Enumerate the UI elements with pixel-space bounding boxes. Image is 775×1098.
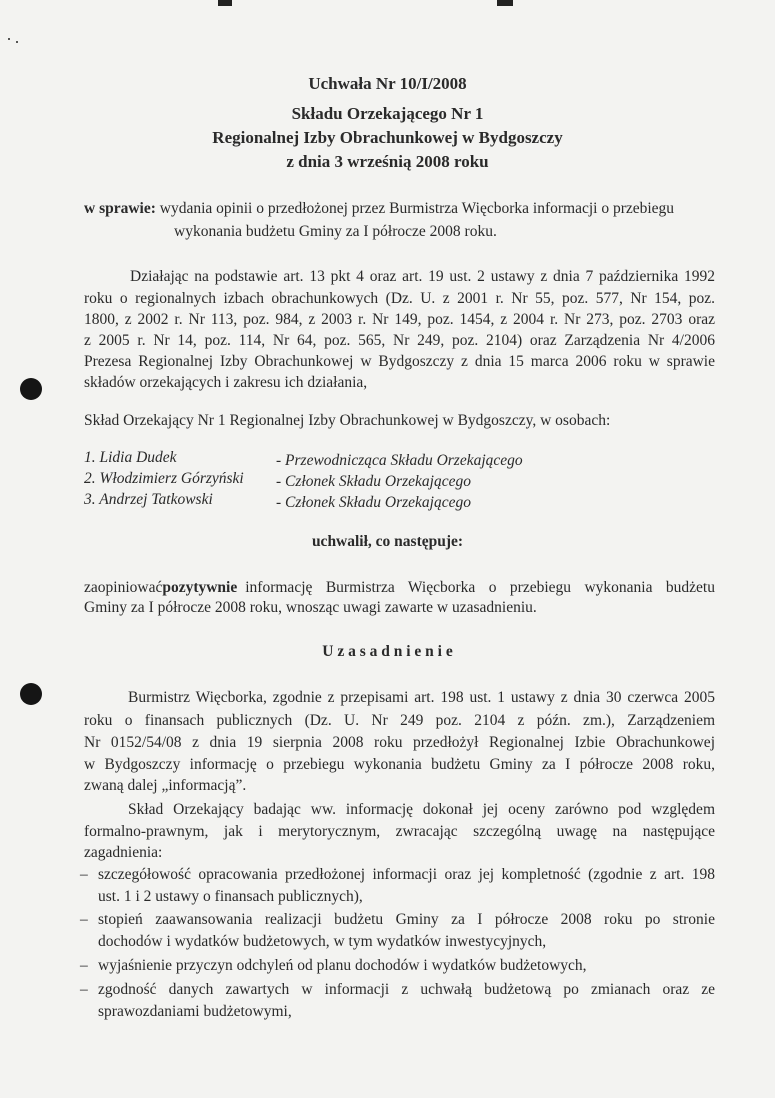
scan-edge-mark (497, 0, 513, 6)
bullet-dash: – (80, 866, 88, 883)
subject-label: w sprawie: (84, 200, 156, 217)
bullet-line: dochodów i wydatków budżetowych, w tym wydatków inwestycyjnych, (98, 933, 547, 950)
member-name: 1. Lidia Dudek (84, 449, 177, 466)
decision-opinion: pozytywnie (162, 579, 238, 596)
bullet-line: ust. 1 i 2 ustawy o finansach publicznych), (98, 888, 363, 905)
member-name: 2. Włodzimierz Górzyński (84, 470, 244, 487)
panel-name: Składu Orzekającego Nr 1 (291, 104, 484, 123)
justification-line: zwaną dalej „informacją”. (84, 777, 247, 794)
subject-line (84, 199, 674, 219)
resolution-date: z dnia 3 wrześnią 2008 roku (286, 152, 489, 171)
basis-line: roku o regionalnych izbach obrachunkowych (Dz. U. z 2001 r. Nr 55, poz. 577, Nr 154, poz. (84, 290, 715, 307)
bullet-line: wyjaśnienie przyczyn odchyleń od planu dochodów i wydatków budżetowych, (98, 957, 587, 974)
basis-line: składów orzekających i zakresu ich działania, (84, 374, 368, 391)
subject-text-cont: wykonania budżetu Gminy za I półrocze 2008 roku. (174, 223, 497, 240)
basis-line: z 2005 r. Nr 14, poz. 114, Nr 64, poz. 565, Nr 249, poz. 2104) oraz Zarządzenia Nr 4/2006 (84, 332, 715, 349)
resolution-number: Uchwała Nr 10/I/2008 (308, 74, 467, 93)
justification-line: zagadnienia: (84, 844, 163, 861)
member-role: - Członek Składu Orzekającego (276, 494, 471, 511)
chamber-name: Regionalnej Izby Obrachunkowej w Bydgoszczy (212, 128, 563, 147)
basis-line: Działając na podstawie art. 13 pkt 4 oraz art. 19 ust. 2 ustawy z dnia 7 października 1992 (130, 268, 715, 285)
decision-line (84, 578, 715, 598)
member-role: - Przewodnicząca Składu Orzekającego (276, 452, 523, 469)
member-name: 3. Andrzej Tatkowski (84, 491, 213, 508)
bullet-dash: – (80, 957, 88, 974)
bullet-line: sprawozdaniami budżetowymi, (98, 1003, 292, 1020)
justification-line: roku o finansach publicznych (Dz. U. Nr 249 poz. 2104 z późn. zm.), Zarządzeniem (84, 712, 715, 729)
scan-edge-mark (218, 0, 232, 6)
bullet-dash: – (80, 981, 88, 998)
justification-line: w Bydgoszczy informację o przebiegu wykonania budżetu Gminy za I półrocze 2008 roku, (84, 756, 715, 773)
decision-line-2: Gminy za I półrocze 2008 roku, wnosząc uwagi zawarte w uzasadnieniu. (84, 599, 537, 616)
basis-line: 1800, z 2002 r. Nr 113, poz. 984, z 2003 r. Nr 149, poz. 1454, z 2004 r. Nr 273, poz. 2703 oraz (84, 311, 715, 328)
justification-line: Skład Orzekający badając ww. informację dokonał jej oceny zarówno pod względem (128, 801, 715, 818)
punch-hole (20, 378, 42, 400)
bullet-dash: – (80, 911, 88, 928)
decision-post: informację Burmistrza Więcborka o przebiegu wykonania budżetu (245, 579, 715, 596)
bullet-line: zgodność danych zawartych w informacji z uchwałą budżetową po zmianach oraz ze (98, 981, 715, 998)
bullet-line: szczegółowość opracowania przedłożonej informacji oraz jej kompletność (zgodnie z art. 198 (98, 866, 715, 883)
scan-speck (8, 38, 10, 40)
decision-pre: zaopiniować (84, 579, 163, 596)
basis-line: Prezesa Regionalnej Izby Obrachunkowej w Bydgoszczy z dnia 15 marca 2006 roku w sprawie (84, 353, 715, 370)
scan-speck (16, 41, 18, 43)
resolved-heading: uchwalił, co następuje: (311, 533, 464, 550)
justification-line: Burmistrz Więcborka, zgodnie z przepisami art. 198 ust. 1 ustawy z dnia 30 czerwca 2005 (128, 689, 715, 706)
member-role: - Członek Składu Orzekającego (276, 473, 471, 490)
bullet-line: stopień zaawansowania realizacji budżetu Gminy za I półrocze 2008 roku po stronie (98, 911, 715, 928)
subject-text: wydania opinii o przedłożonej przez Burmistrza Więcborka informacji o przebiegu (159, 200, 675, 217)
justification-heading: U z a s a d n i e n i e (322, 643, 453, 660)
panel-intro: Skład Orzekający Nr 1 Regionalnej Izby Obrachunkowej w Bydgoszczy, w osobach: (84, 412, 611, 429)
justification-line: formalno-prawnym, jak i merytorycznym, zwracając szczególną uwagę na następujące (84, 823, 715, 840)
justification-line: Nr 0152/54/08 z dnia 19 sierpnia 2008 roku przedłożył Regionalnej Izbie Obrachunkowej (84, 734, 715, 751)
punch-hole (20, 683, 42, 705)
